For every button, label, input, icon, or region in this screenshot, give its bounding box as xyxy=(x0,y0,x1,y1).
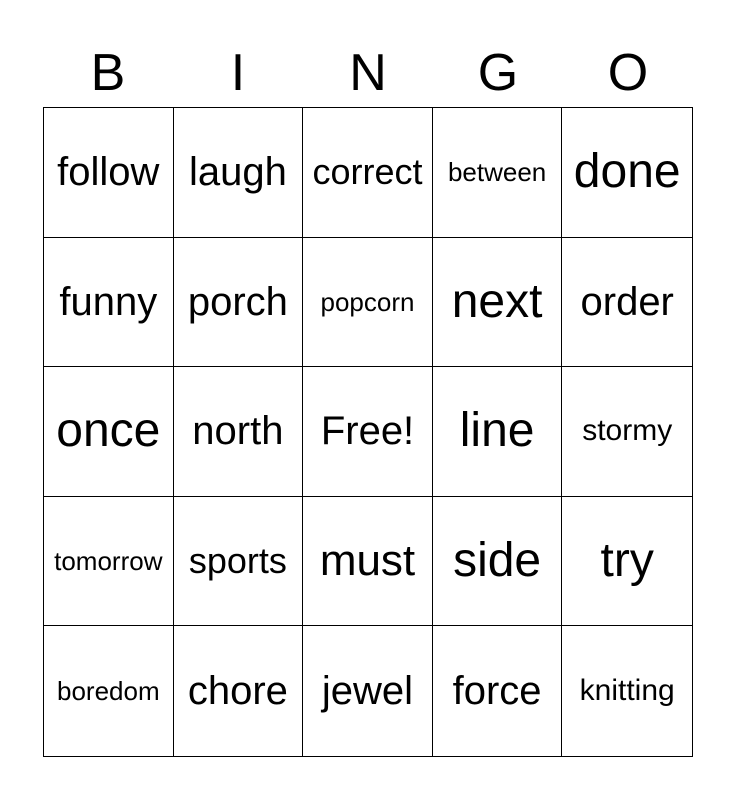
bingo-cell: popcorn xyxy=(303,238,433,368)
bingo-cell: knitting xyxy=(579,674,675,708)
bingo-cell: line xyxy=(433,367,563,497)
bingo-cell: next xyxy=(433,238,563,368)
bingo-header xyxy=(43,40,693,106)
bingo-cell: follow xyxy=(44,108,174,238)
bingo-cell: porch xyxy=(174,238,304,368)
bingo-cell: tomorrow xyxy=(44,497,174,627)
bingo-cell: funny xyxy=(44,238,174,368)
bingo-cell: once xyxy=(44,367,174,497)
bingo-cell: done xyxy=(562,108,692,238)
bingo-cell: north xyxy=(174,367,304,497)
bingo-cell: between xyxy=(433,108,563,238)
bingo-cell: order xyxy=(562,238,692,368)
bingo-cell: stormy xyxy=(562,367,692,497)
bingo-board xyxy=(43,107,693,757)
bingo-cell: boredom xyxy=(44,626,174,756)
header-letter-o: O xyxy=(607,44,649,102)
header-letter-b: B xyxy=(90,44,126,102)
bingo-cell: must xyxy=(303,497,433,627)
bingo-cell: correct xyxy=(303,108,433,238)
bingo-cell: force xyxy=(433,626,563,756)
header-letter-g: G xyxy=(477,44,519,102)
bingo-cell: jewel xyxy=(303,626,433,756)
bingo-cell: sports xyxy=(174,497,304,627)
header-letter-i: I xyxy=(230,44,246,102)
bingo-cell: chore xyxy=(174,626,304,756)
header-letter-n: N xyxy=(349,44,387,102)
bingo-cell: side xyxy=(433,497,563,627)
bingo-cell: laugh xyxy=(174,108,304,238)
bingo-cell: try xyxy=(562,497,692,627)
free-space: Free! xyxy=(303,367,433,497)
